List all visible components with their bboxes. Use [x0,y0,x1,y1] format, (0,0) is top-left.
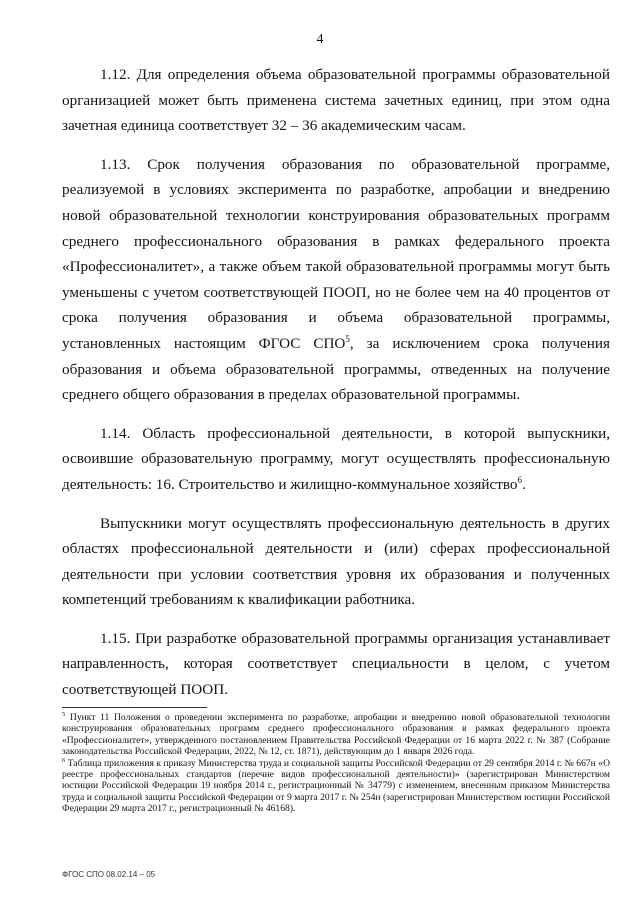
paragraph-text: . [522,475,526,493]
paragraph-1-13 [62,152,610,408]
paragraph-text: , за исключением срока получения образования и объема образовательной программы, отведенных на получение среднего общего образования в пределах образовательной программы. [62,334,611,404]
footnote-5 [62,712,610,758]
paragraph-1-15: 1.15. При разработке образовательной программы организация устанавливает направленность, которая соответствует специальности в целом, с учетом соответствующей ПООП. [62,629,610,699]
footnotes [62,712,610,815]
footnote-6 [62,758,610,815]
footnote-text: Таблица приложения к приказу Министерства труда и социальной защиты Российской Федерации от 29 сентября 2014 г. № 667н «О реестре профессиональных стандартов (перечне видов профессиональной деятельности)» (зарегистрирован Министерством юстиции Российской Федерации 19 ноября 2014 г., регистрационный № 34779) с изменением, внесенным приказом Министерства труда и социальной защиты Российской Федерации от 9 марта 2017 г. № 254н (зарегистрирован Министерством юстиции Российской Федерации 29 марта 2017 г., регистрационный № 46168). [62,757,610,815]
paragraph-1-12: 1.12. Для определения объема образовательной программы образовательной организацией может быть применена система зачетных единиц, при этом одна зачетная единица соответствует 32 – 36 академическим часам. [62,66,610,135]
footnote-text: Пункт 11 Положения о проведении эксперимента по разработке, апробации и внедрению новой образовательной технологии конструирования образовательных программ среднего профессионального образования в рамках федерального проекта «Профессионалитет», утвержденного постановлением Правительства Российской Федерации от 16 марта 2022 г. № 387 (Собрание законодательства Российской Федерации, 2022, № 12, ст. 1871), действующим до 1 января 2026 года. [62,712,610,758]
main-text [62,62,610,703]
footnote-marker: 5 [62,710,66,718]
footnote-ref-5: 5 [345,333,350,344]
paragraph-1-14 [62,421,610,498]
page-number: 4 [316,32,324,47]
footnote-marker: 6 [62,756,66,764]
document-footer: ФГОС СПО 08.02.14 – 05 [62,870,156,879]
paragraph-text: 1.14. Область профессиональной деятельности, в которой выпускники, освоившие образовательную программу, могут осуществлять профессиональную деятельность: 16. Строительство и жилищно-коммунальное хозяйство [62,424,610,493]
paragraph-text: 1.13. Срок получения образования по образовательной программе, реализуемой в условиях эксперимента по разработке, апробации и внедрению новой образовательной технологии конструирования образовательных программ среднего профессионального образования в рамках федерального проекта «Профессионалитет», а также объем такой образовательной программы могут быть уменьшены с учетом соответствующей ПООП, но не более чем на 40 процентов от срока получения образования и объема образовательной программы, установленных настоящим ФГОС СПО [62,155,610,352]
paragraph-graduates: Выпускники могут осуществлять профессиональную деятельность в других областях профессиональной деятельности и (или) сферах профессиональной деятельности при условии соответствия уровня их образования и полученных компетенций требованиям к квалификации работника. [62,514,610,609]
footnote-ref-6: 6 [517,474,522,485]
footnote-divider [62,707,207,708]
